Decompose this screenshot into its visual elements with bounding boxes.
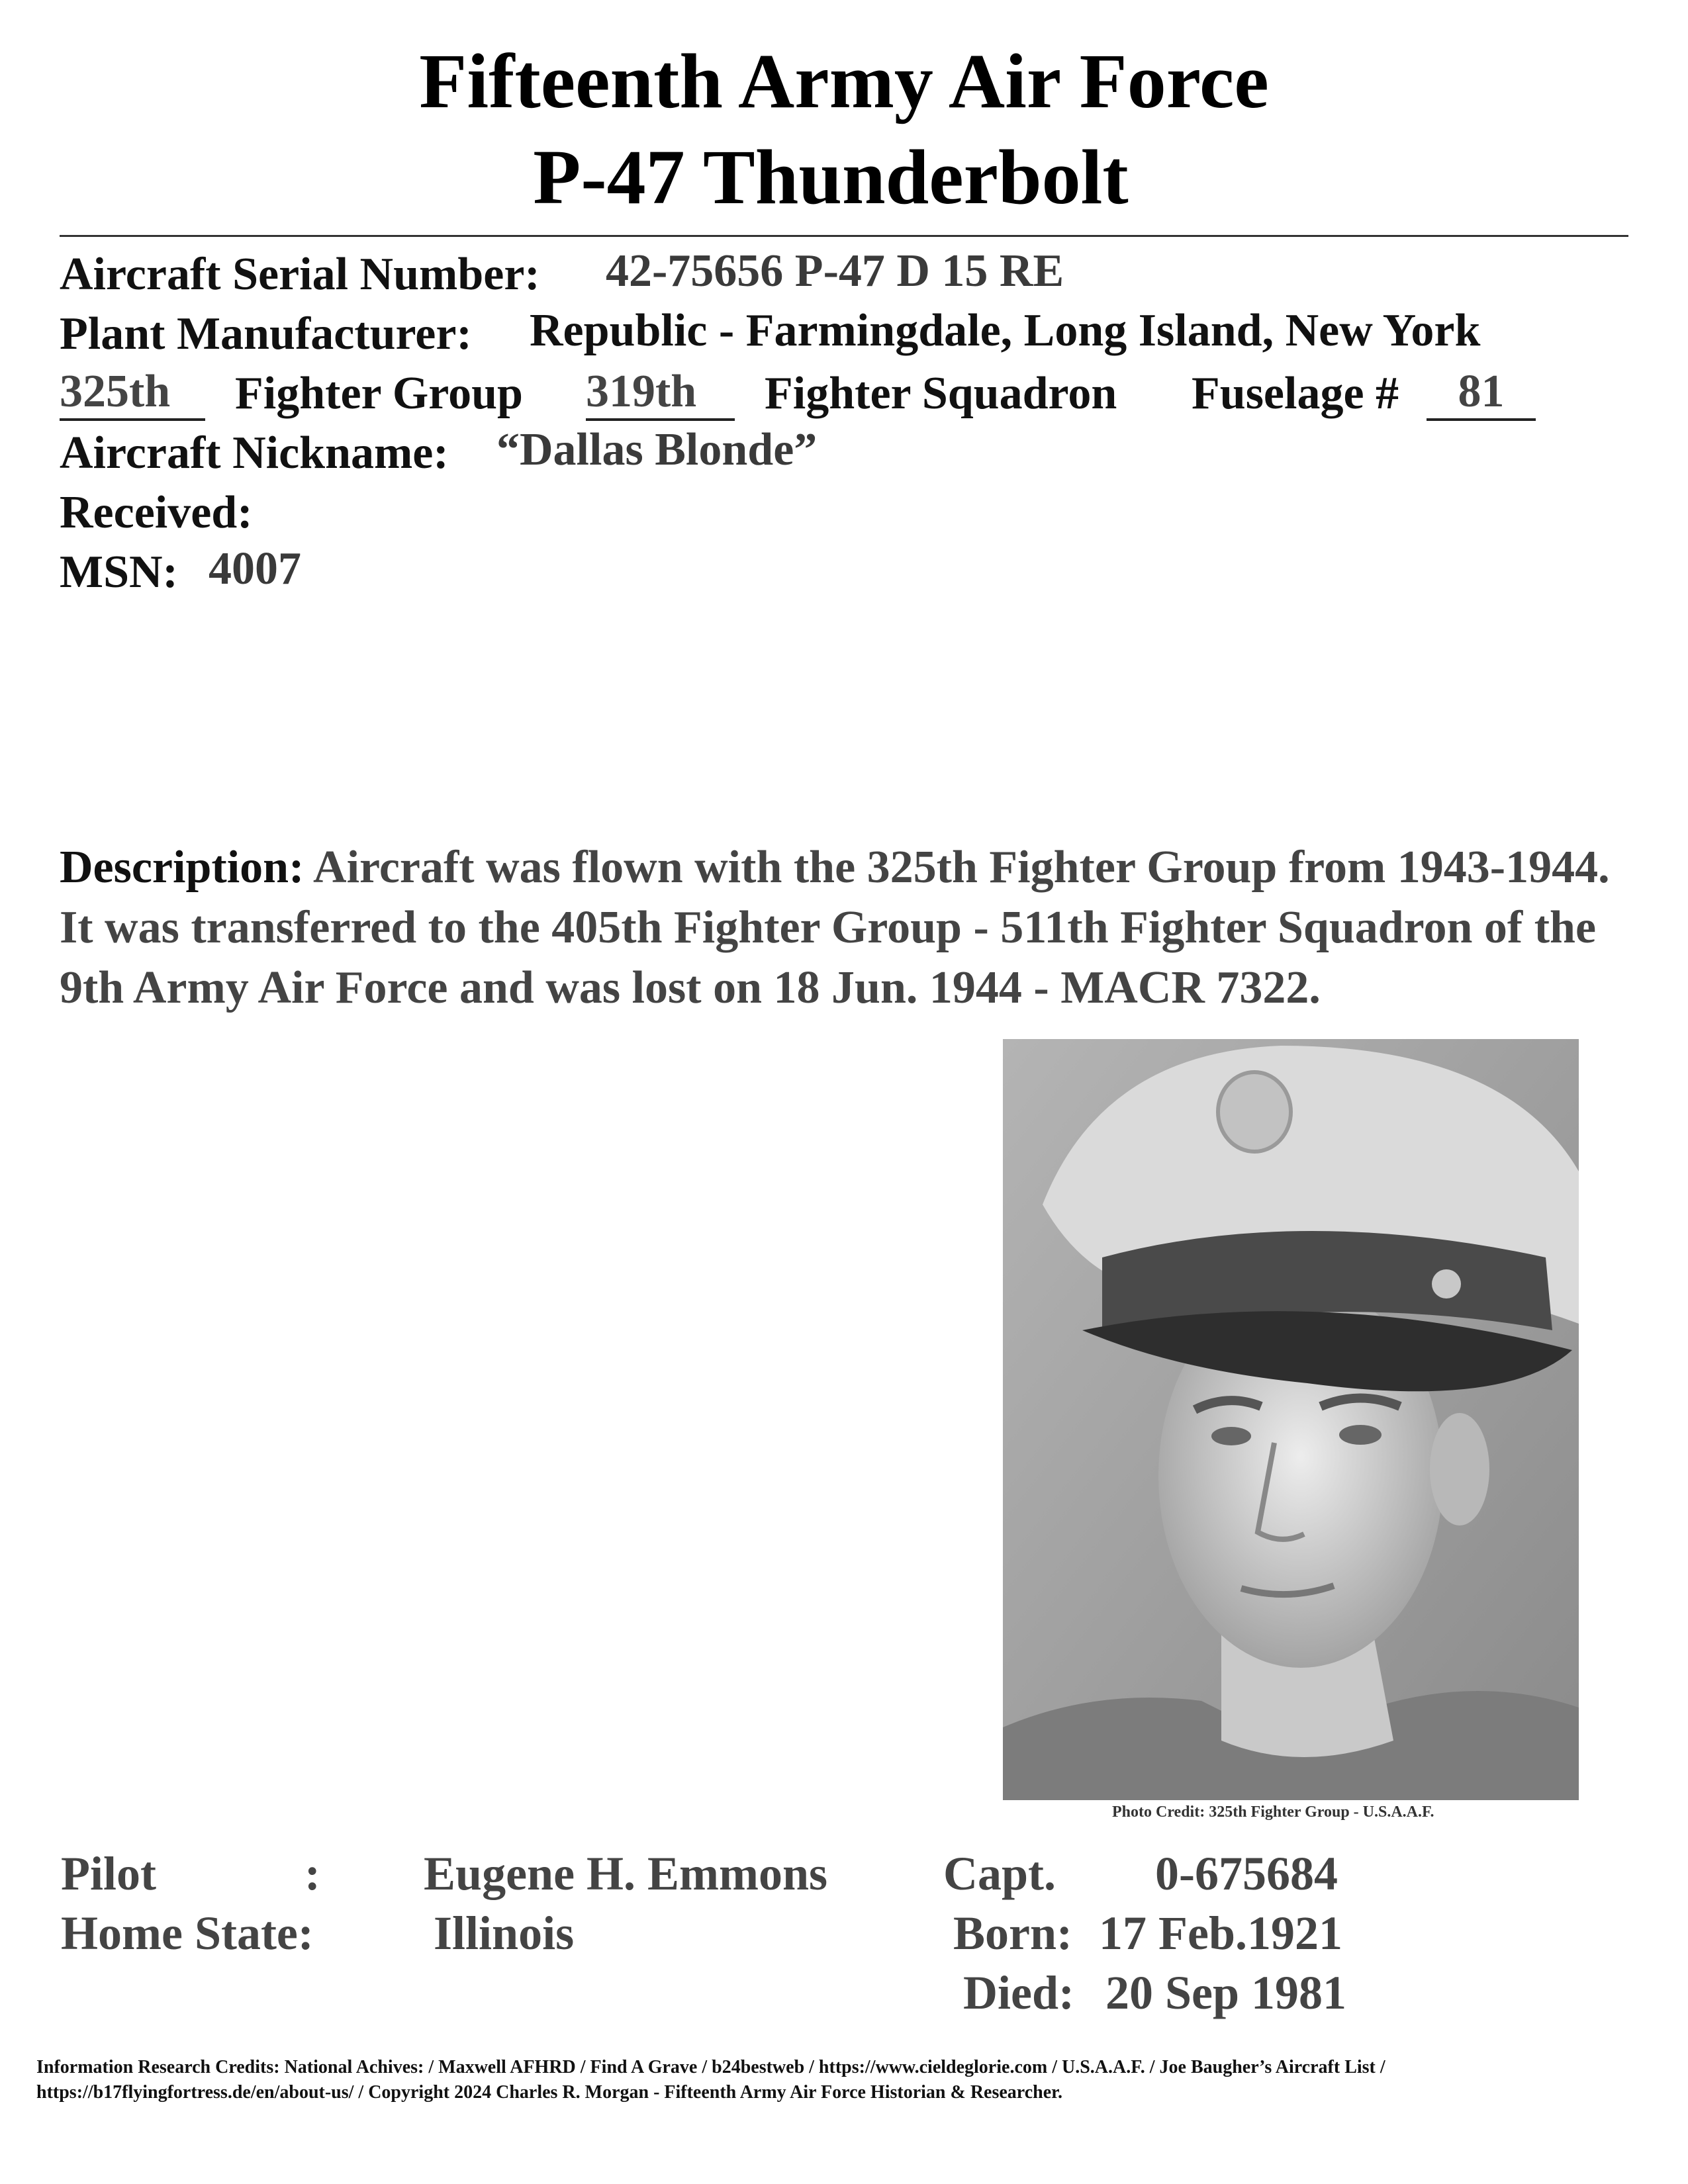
- serial-label: Aircraft Serial Number:: [60, 249, 540, 300]
- pilot-photo: [1003, 1039, 1579, 1800]
- squadron-label: Fighter Squadron: [765, 368, 1117, 419]
- nickname-label: Aircraft Nickname:: [60, 428, 449, 478]
- squadron-number-field: [586, 365, 735, 421]
- description-text: Aircraft was flown with the 325th Fighter Group from 1943-1944. It was transferred to the 405th Fighter Group - 511th Fighter Squadron of the 9th Army Air Force and was lost on 18 Jun. 1944 - MACR 7322.: [60, 842, 1610, 1013]
- pilot-service-number: 0-675684: [1155, 1847, 1338, 1900]
- home-state-value: Illinois: [434, 1907, 575, 1960]
- page-title-line1: Fifteenth Army Air Force: [419, 38, 1269, 124]
- squadron-value: 319th: [586, 365, 735, 421]
- fuselage-value: 81: [1427, 365, 1536, 421]
- serial-value: 42-75656 P-47 D 15 RE: [606, 246, 1064, 296]
- fuselage-label: Fuselage #: [1192, 368, 1399, 419]
- photo-credit: Photo Credit: 325th Fighter Group - U.S.A.A.F.: [1112, 1803, 1434, 1821]
- group-number-field: [60, 365, 205, 421]
- born-label: Born:: [953, 1907, 1072, 1960]
- description-label: Description:: [60, 842, 305, 893]
- pilot-colon: :: [305, 1847, 320, 1900]
- page-title-line2: P-47 Thunderbolt: [533, 134, 1129, 220]
- pilot-rank: Capt.: [943, 1847, 1056, 1900]
- msn-label: MSN:: [60, 547, 178, 598]
- plant-value: Republic - Farmingdale, Long Island, New York: [530, 305, 1481, 356]
- pilot-label: Pilot: [61, 1847, 156, 1900]
- died-value: 20 Sep 1981: [1105, 1966, 1347, 2019]
- nickname-value: “Dallas Blonde”: [496, 424, 818, 475]
- credits-line2: https://b17flyingfortress.de/en/about-us/ / Copyright 2024 Charles R. Morgan - Fifteenth Army Air Force Historian & Researcher.: [36, 2082, 1062, 2103]
- description: [60, 837, 1635, 1018]
- credits-line1: Information Research Credits: National Achives: / Maxwell AFHRD / Find A Grave / b24bestweb / https://www.cieldeglorie.com / U.S.A.A.F. / Joe Baugher’s Aircraft List /: [36, 2057, 1385, 2077]
- group-label: Fighter Group: [235, 368, 523, 419]
- pilot-name: Eugene H. Emmons: [424, 1847, 828, 1900]
- received-label: Received:: [60, 487, 253, 538]
- home-state-label: Home State:: [61, 1907, 314, 1960]
- born-value: 17 Feb.1921: [1099, 1907, 1342, 1960]
- group-value: 325th: [60, 365, 205, 421]
- plant-label: Plant Manufacturer:: [60, 308, 472, 359]
- research-credits: [36, 2055, 1658, 2105]
- msn-value: 4007: [209, 543, 301, 594]
- fuselage-field: [1427, 365, 1536, 421]
- header-divider: [60, 235, 1628, 237]
- died-label: Died:: [963, 1966, 1074, 2019]
